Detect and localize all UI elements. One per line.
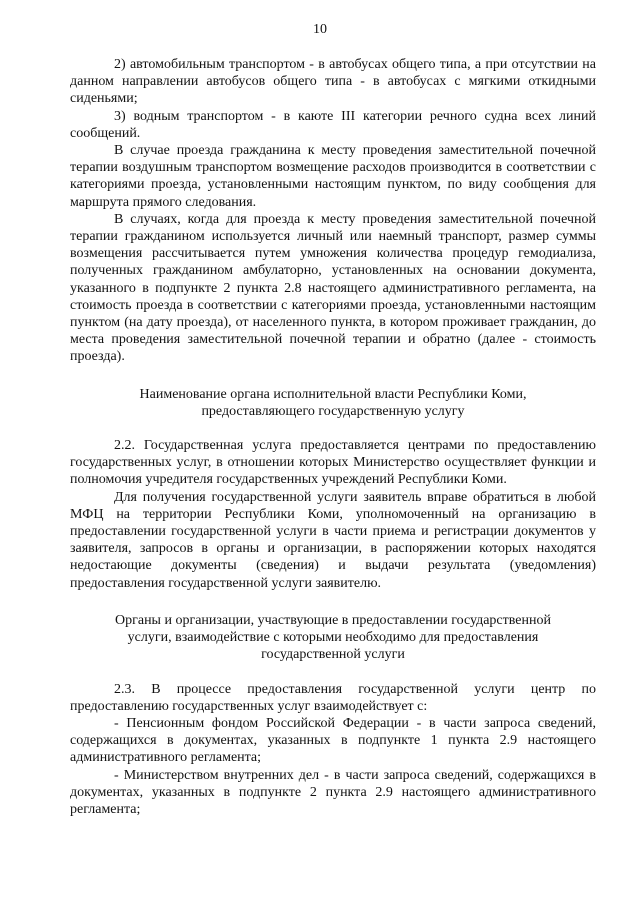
paragraph-air-transport: В случае проезда гражданина к месту проведения заместительной почечной терапии воздушным транспортом возмещение расходов производится в соответствии с категориями проезда, установленными настоящим пунктом, по виду сообщения для маршрута прямого следования. [70,143,596,210]
paragraph-private-transport: В случаях, когда для проезда к месту проведения заместительной почечной терапии гражданином используется личный или наемный транспорт, размер суммы возмещения рассчитывается путем умножения количества процедур гемодиализа, полученных гражданином амбулаторно, установленных на основании документа, указанного в подпункте 2 пункта 2.8 настоящего административного регламента, на стоимость проезда в соответствии с категориями проезда, установленными настоящим пунктом (на дату проезда), от населенного пункта, в котором проживает гражданин, до места проведения заместительной почечной терапии и обратно (далее - стоимость проезда). [70,211,596,365]
heading-line: услуги, взаимодействие с которыми необходимо для предоставления [127,630,539,646]
heading-line: предоставляющего государственную услугу [201,403,465,419]
paragraph-mfc: Для получения государственной услуги заявитель вправе обратиться в любой МФЦ на территории Республики Коми, уполномоченный на организацию в предоставлении государственной услуги в части приема и регистрации документов у заявителя, запросов в органы и организации, в распоряжении которых находятся недостающие документы (сведения) и выдачи результата (уведомления) предоставления государственной услуги заявителю. [70,489,596,591]
heading-line: государственной услуги [261,647,405,663]
paragraph-2-3: 2.3. В процессе предоставления государственной услуги центр по предоставлению государственных услуг взаимодействует с: [70,681,596,714]
list-item-pension-fund: - Пенсионным фондом Российской Федерации - в части запроса сведений, содержащихся в документах, указанных в подпункте 1 пункта 2.9 настоящего административного регламента; [70,715,596,766]
paragraph-road-transport: 2) автомобильным транспортом - в автобусах общего типа, а при отсутствии на данном направлении автобусов общего типа - в автобусах с мягкими откидными сиденьями; [70,57,596,107]
page-content [70,56,596,818]
heading-line: Органы и организации, участвующие в предоставлении государственной [115,612,551,628]
list-item-interior-ministry: - Министерством внутренних дел - в части запроса сведений, содержащихся в документах, указанных в подпункте 2 пункта 2.9 настоящего административного регламента; [70,767,596,817]
section-heading-organizations [70,612,596,664]
section-heading-authority [70,386,596,420]
heading-line: Наименование органа исполнительной власти Республики Коми, [139,386,527,402]
paragraph-2-2: 2.2. Государственная услуга предоставляется центрами по предоставлению государственных услуг, в отношении которых Министерство осуществляет функции и полномочия учредителя государственных учреждений Республики Коми. [70,438,596,488]
paragraph-water-transport: 3) водным транспортом - в каюте III категории речного судна всех линий сообщений. [70,108,596,141]
page-number: 10 [313,22,327,37]
